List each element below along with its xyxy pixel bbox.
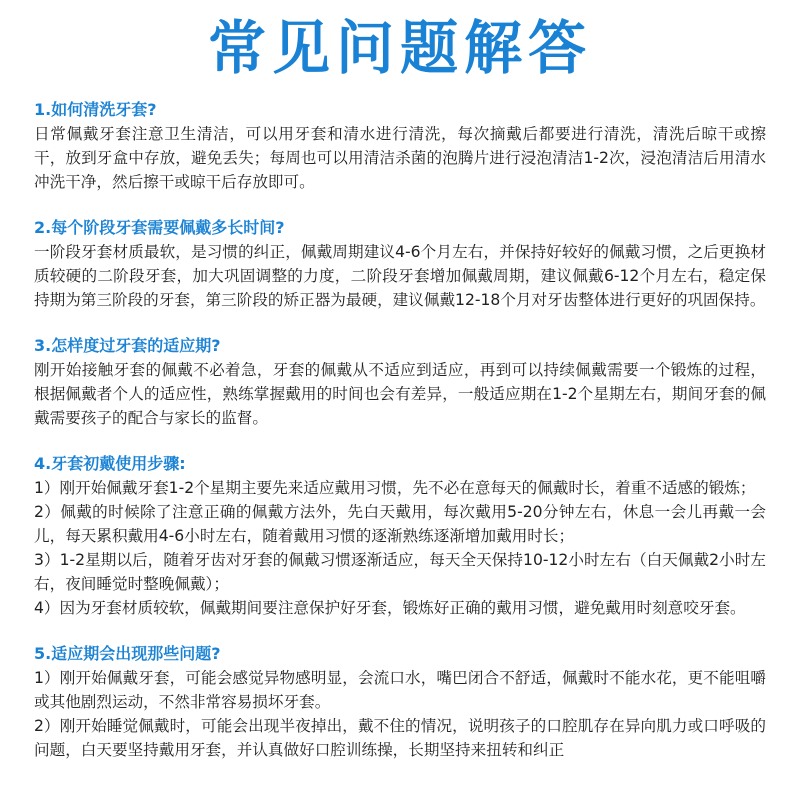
faq-question: 4.牙套初戴使用步骤: [34, 454, 186, 473]
faq-question: 5.适应期会出现那些问题? [34, 644, 221, 663]
faq-question: 2.每个阶段牙套需要佩戴多长时间? [34, 218, 285, 237]
faq-item-1 [34, 98, 766, 194]
faq-item-4 [34, 452, 766, 620]
faq-step-4: 4）因为牙套材质较软，佩戴期间要注意保护好牙套，锻炼好正确的戴用习惯，避免戴用时刻意咬牙套。 [34, 599, 746, 617]
faq-step-3: 3）1-2星期以后，随着牙齿对牙套的佩戴习惯逐渐适应，每天全天保持10-12小时左右（白天佩戴2小时左右，夜间睡觉时整晚佩戴）； [34, 551, 766, 593]
faq-answer-paragraph: 一阶段牙套材质最软，是习惯的纠正，佩戴周期建议4-6个月左右，并保持好较好的佩戴习惯，之后更换材质较硬的二阶段牙套，加大巩固调整的力度，二阶段牙套增加佩戴周期，建议佩戴6-12个月左右，稳定保持期为第三阶段的牙套，第三阶段的矫正器为最硬，建议佩戴12-18个月对牙齿整体进行更好的巩固保持。 [34, 243, 766, 309]
faq-item-5 [34, 642, 766, 762]
faq-list [34, 98, 766, 762]
faq-issue-2: 2）刚开始睡觉佩戴时，可能会出现半夜掉出，戴不住的情况，说明孩子的口腔肌存在异向肌力或口呼吸的问题，白天要坚持戴用牙套，并认真做好口腔训练操，长期坚持来扭转和纠正 [34, 717, 766, 759]
faq-step-1: 1）刚开始佩戴牙套1-2个星期主要先来适应戴用习惯，先不必在意每天的佩戴时长，着重不适感的锻炼； [34, 479, 756, 497]
faq-item-3 [34, 334, 766, 430]
faq-issue-1: 1）刚开始佩戴牙套，可能会感觉异物感明显，会流口水，嘴巴闭合不舒适，佩戴时不能水花，更不能咀嚼或其他剧烈运动，不然非常容易损坏牙套。 [34, 669, 766, 711]
faq-question: 3.怎样度过牙套的适应期? [34, 336, 221, 355]
faq-answer-paragraph: 刚开始接触牙套的佩戴不必着急，牙套的佩戴从不适应到适应，再到可以持续佩戴需要一个锻炼的过程，根据佩戴者个人的适应性，熟练掌握戴用的时间也会有差异，一般适应期在1-2个星期左右，期间牙套的佩戴需要孩子的配合与家长的监督。 [34, 361, 766, 427]
faq-item-2 [34, 216, 766, 312]
page-title: 常见问题解答 [207, 14, 592, 82]
faq-step-2: 2）佩戴的时候除了注意正确的佩戴方法外，先白天戴用，每次戴用5-20分钟左右，休息一会儿再戴一会儿，每天累积戴用4-6小时左右，随着戴用习惯的逐渐熟练逐渐增加戴用时长； [34, 503, 766, 545]
faq-answer-paragraph: 日常佩戴牙套注意卫生清洁，可以用牙套和清水进行清洗，每次摘戴后都要进行清洗，清洗后晾干或擦干，放到牙盒中存放，避免丢失；每周也可以用清洁杀菌的泡腾片进行浸泡清洁1-2次，浸泡清洁后用清水冲洗干净，然后擦干或晾干后存放即可。 [34, 125, 766, 191]
faq-question: 1.如何清洗牙套? [34, 100, 157, 119]
